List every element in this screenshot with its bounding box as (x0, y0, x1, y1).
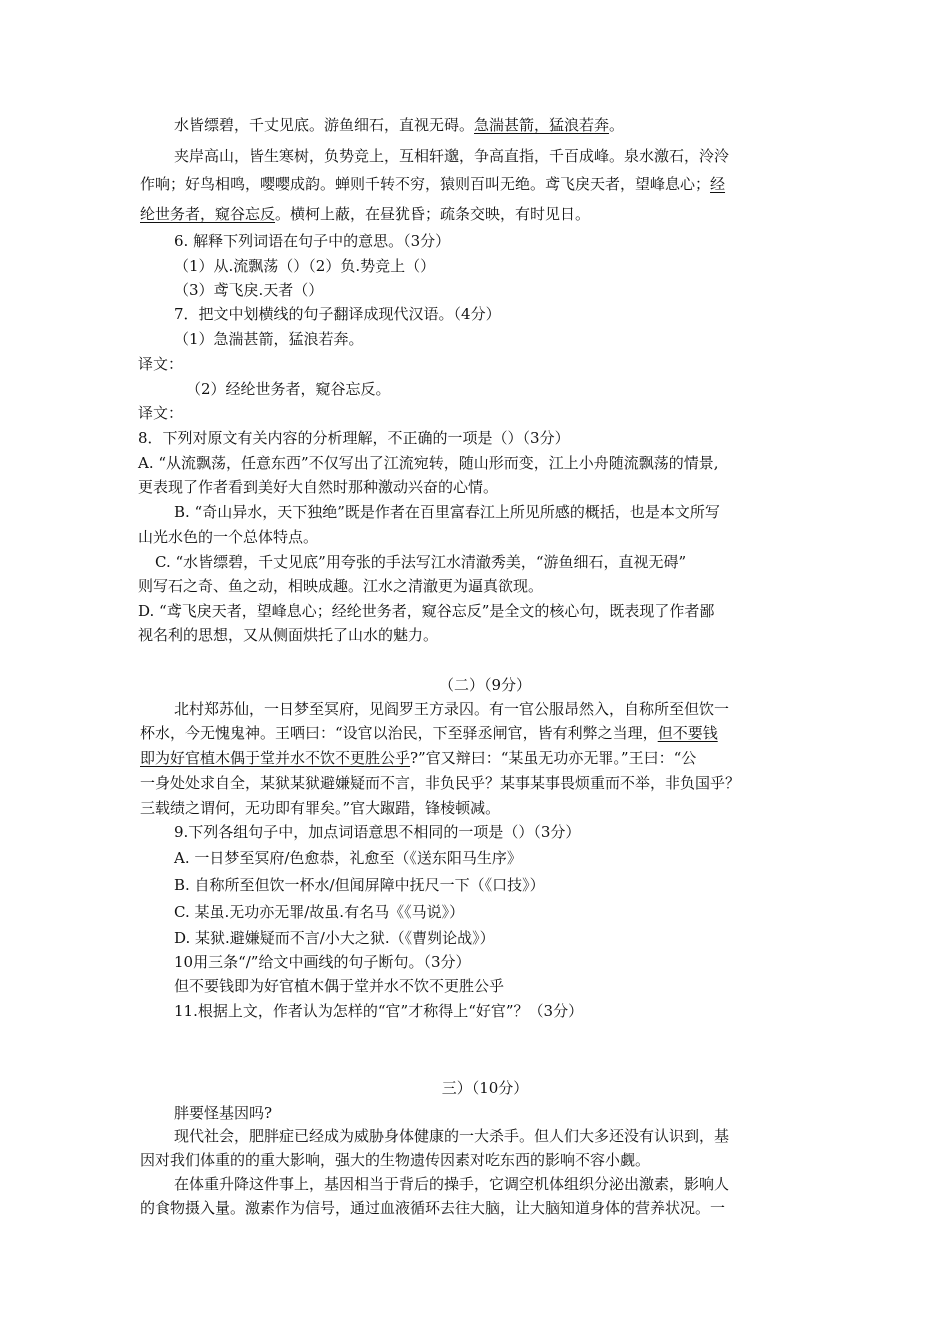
underlined-sentence: 急湍甚箭，猛浪若奔 (474, 116, 610, 134)
underlined-sentence: 纶世务者，窥谷忘反 (140, 205, 276, 223)
underlined-sentence: 即为好官植木偶于堂并水不饮不更胜公乎 (140, 749, 411, 767)
question-10-stem: 10用三条“/”给文中画线的句子断句。（3分） (174, 953, 471, 971)
section-3-para-1-line-2: 因对我们体重的的重大影响，强大的生物遗传因素对吃东西的影响不容小觑。 (140, 1151, 651, 1169)
question-8-stem: 8．下列对原文有关内容的分析理解，不正确的一项是（）（3分） (138, 429, 570, 447)
section-2-heading: （二）（9分） (438, 676, 532, 694)
passage1-line-2: 夹岸高山，皆生寒树，负势竞上，互相轩邈，争高直指，千百成峰。泉水激石，泠泠 (174, 147, 730, 165)
question-8-option-c-line-1: C. “水皆缥碧，千丈见底”用夸张的手法写江水清澈秀美，“游鱼细石，直视无碍” (155, 553, 687, 571)
question-9-option-a: A. 一日梦至冥府/色愈恭，礼愈至（《送东阳马生序》 (174, 849, 522, 867)
question-9-option-d: D. 某狱.避嫌疑而不言/小大之狱.（《曹刿论战》） (174, 929, 495, 947)
section-3-para-2-line-2: 的食物摄入量。激素作为信号，通过血液循环去往大脑，让大脑知道身体的营养状况。一 (140, 1199, 726, 1217)
question-8-option-d-line-1: D. “鸢飞戾天者，望峰息心；经纶世务者，窥谷忘反”是全文的核心句，既表现了作者鄙 (138, 602, 715, 620)
section-2-line-1: 北村郑苏仙，一日梦至冥府，见阎罗王方录囚。有一官公服昂然入，自称所至但饮一 (174, 700, 730, 718)
question-10-text: 但不要钱即为好官植木偶于堂并水不饮不更胜公乎 (174, 977, 505, 995)
section-2-line-5: 三载绩之谓何，无功即有罪矣。”官大踧踖，锋棱顿减。 (140, 799, 501, 817)
question-8-option-b-line-1: B. “奇山异水，天下独绝”既是作者在百里富春江上所见所感的概括，也是本文所写 (174, 503, 720, 521)
underlined-sentence: 经 (710, 175, 726, 193)
question-7-sentence-2: （2）经纶世务者，窥谷忘反。 (186, 380, 391, 398)
question-6-line-2: （3）鸢飞戾.天者（） (174, 281, 324, 299)
question-9-option-b: B. 自称所至但饮一杯水/但闻屏障中抚尺一下（《口技》） (174, 876, 545, 894)
question-7-stem: 7．把文中划横线的句子翻译成现代汉语。（4分） (174, 305, 501, 323)
question-9-stem: 9.下列各组句子中，加点词语意思不相同的一项是（）（3分） (174, 823, 581, 841)
section-3-title: 胖要怪基因吗? (174, 1104, 273, 1122)
passage1-line-1: 水皆缥碧，千丈见底。游鱼细石，直视无碍。急湍甚箭，猛浪若奔。 (174, 116, 625, 134)
question-6-line-1: （1）从.流飘荡（）（2）负.势竞上（） (174, 257, 436, 275)
section-3-para-1-line-1: 现代社会，肥胖症已经成为威胁身体健康的一大杀手。但人们大多还没有认识到，基 (174, 1127, 730, 1145)
question-8-option-c-line-2: 则写石之奇、鱼之动，相映成趣。江水之清澈更为逼真欲现。 (138, 577, 544, 595)
question-7-translation-2: 译文： (138, 404, 184, 422)
question-8-option-d-line-2: 视名利的思想，又从侧面烘托了山水的魅力。 (138, 626, 439, 644)
section-2-line-3: 即为好官植木偶于堂并水不饮不更胜公乎?”官又辩曰：“某虽无功亦无罪。”王曰：“公 (140, 749, 697, 767)
section-3-para-2-line-1: 在体重升降这件事上，基因相当于背后的操手，它调空机体组织分泌出激素，影响人 (174, 1175, 730, 1193)
question-11-stem: 11.根据上文，作者认为怎样的“官”才称得上“好官”？（3分） (174, 1002, 584, 1020)
question-7-translation-1: 译文： (138, 355, 184, 373)
passage1-line-3: 作响；好鸟相鸣，嘤嘤成韵。蝉则千转不穷，猿则百叫无绝。鸢飞戾天者，望峰息心；经 (140, 175, 726, 193)
question-8-option-a-line-2: 更表现了作者看到美好大自然时那种激动兴奋的心情。 (138, 478, 499, 496)
question-8-option-b-line-2: 山光水色的一个总体特点。 (138, 528, 319, 546)
question-7-sentence-1: （1）急湍甚箭，猛浪若奔。 (174, 330, 364, 348)
underlined-sentence: 但不要钱 (657, 724, 718, 742)
section-2-line-4: 一身处处求自全，某狱某狱避嫌疑而不言，非负民乎？某事某事畏烦重而不举，非负国乎？ (140, 774, 741, 792)
section-3-heading: 三）（10分） (441, 1079, 529, 1097)
question-6-stem: 6. 解释下列词语在句子中的意思。（3分） (174, 232, 451, 250)
section-2-line-2: 杯水，今无愧鬼神。王哂曰：“设官以治民，下至驿丞闸官，皆有利弊之当理，但不要钱 (140, 724, 718, 742)
question-8-option-a-line-1: A. “从流飘荡，任意东西”不仅写出了江流宛转，随山形而变，江上小舟随流飘荡的情景, (138, 454, 719, 472)
question-9-option-c: C. 某虽.无功亦无罪/故虽.有名马《《马说》） (174, 903, 465, 921)
passage1-line-4: 纶世务者，窥谷忘反。横柯上蔽，在昼犹昏；疏条交映，有时见日。 (140, 205, 591, 223)
